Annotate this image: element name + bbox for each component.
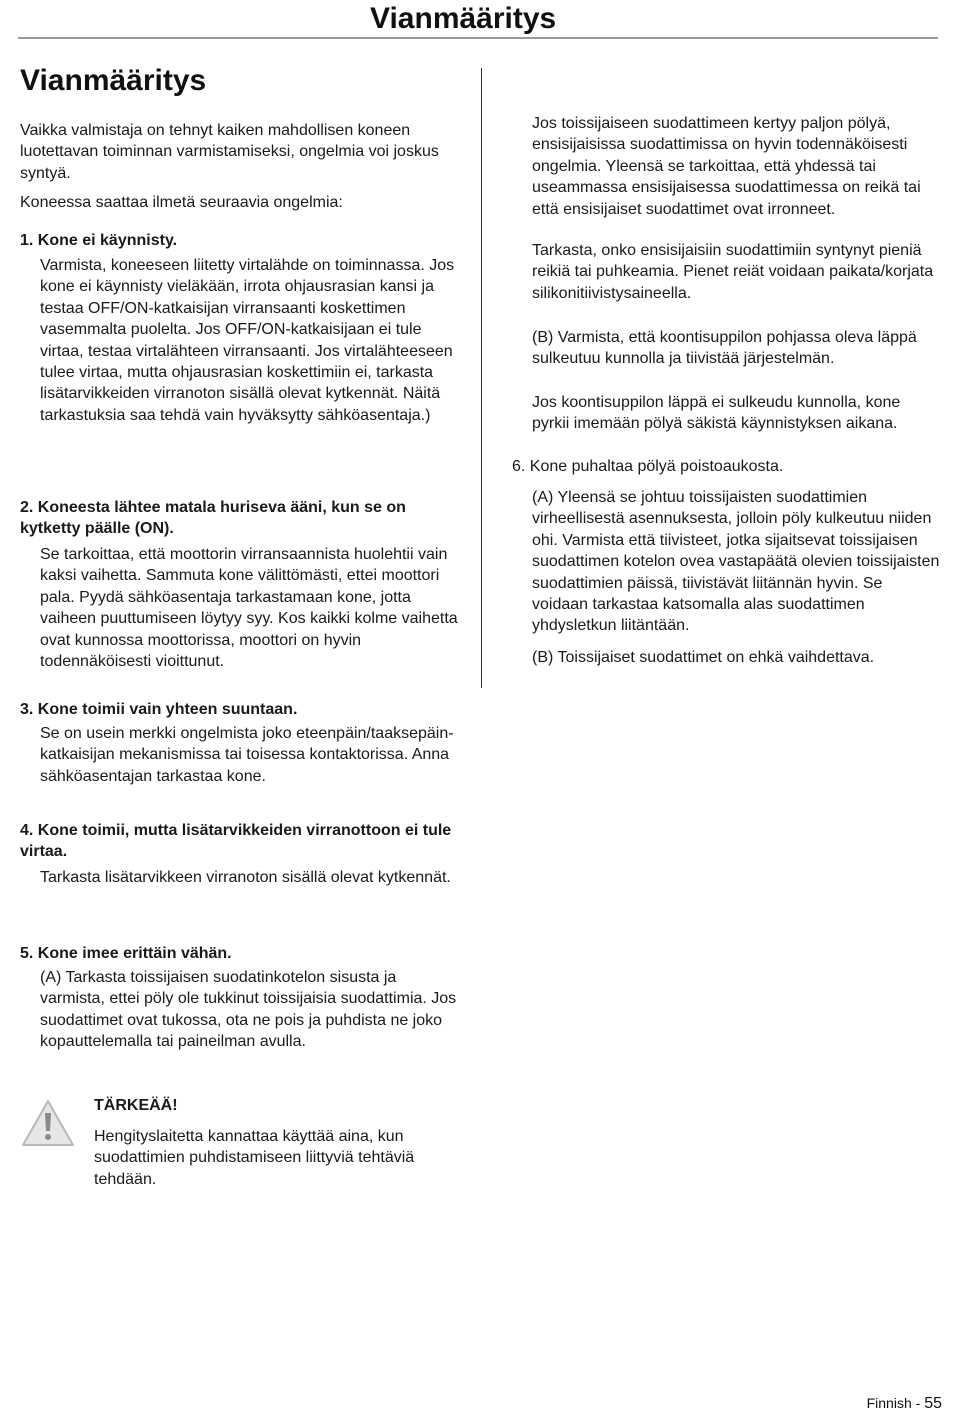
section-title: Vianmääritys [20, 64, 207, 97]
item-4-body: Tarkasta lisätarvikkeen virranoton sisällä olevat kytkennät. [40, 869, 451, 886]
page-footer [867, 1393, 942, 1414]
item-5-body: (A) Tarkasta toissijaisen suodatinkotelon sisusta ja varmista, ettei pöly ole tukkinut toissijaisia suodattimia. Jos suodattimet ovat tukossa, ota ne pois ja puhdista ne joko kopauttelemalla tai paineilman avulla. [40, 969, 457, 1051]
item-5-heading: 5. Kone imee erittäin vähän. [20, 945, 232, 962]
right-paragraph-3: (B) Varmista, että koontisuppilon pohjassa oleva läppä sulkeutuu kunnolla ja tiivistää järjestelmän. [532, 329, 917, 368]
footer-separator: - [915, 1395, 921, 1411]
item-2-body: Se tarkoittaa, että moottorin virransaannista huolehtii vain kaksi vaihetta. Sammuta kone välittömästi, ettei moottori pala. Pyydä sähköasentaja tarkastamaan kone, jotta vaiheen puuttumiseen löytyy syy. Kos kaikki kolme vaihetta ovat kunnossa moottorissa, moottori on hyvin todennäköisesti vioittunut. [40, 546, 458, 671]
item-1-heading: 1. Kone ei käynnisty. [20, 232, 178, 249]
item-6-heading: 6. Kone puhaltaa pölyä poistoaukosta. [512, 458, 784, 475]
column-divider [481, 68, 482, 688]
footer-language: Finnish [866, 1395, 912, 1411]
intro-paragraph: Vaikka valmistaja on tehnyt kaiken mahdollisen koneen luotettavan toiminnan varmistamiseksi, ongelmia voi joskus syntyä. [20, 122, 439, 182]
right-paragraph-2: Tarkasta, onko ensisijaisiin suodattimiin syntynyt pieniä reikiä tai puhkeamia. Pienet reiät voidaan paikata/korjata silikonitiivistysaineella. [532, 242, 934, 302]
warning-body: Hengityslaitetta kannattaa käyttää aina, kun suodattimien puhdistamiseen liittyviä tehtäviä tehdään. [94, 1128, 415, 1188]
running-header-title: Vianmääritys [370, 2, 557, 35]
item-2-heading: 2. Koneesta lähtee matala huriseva ääni, kun se on kytketty päälle (ON). [20, 499, 406, 538]
right-paragraph-1: Jos toissijaiseen suodattimeen kertyy paljon pölyä, ensisijaisissa suodattimissa on hyvin todennäköisesti ongelmia. Yleensä se tarkoittaa, että yhdessä tai useammassa ensisijaisessa suodattimessa on reikä tai että ensisijaiset suodattimet ovat irronneet. [532, 115, 921, 218]
item-3-heading: 3. Kone toimii vain yhteen suuntaan. [20, 701, 298, 718]
intro-lead: Koneessa saattaa ilmetä seuraavia ongelmia: [20, 194, 343, 211]
item-6-paragraph-b: (B) Toissijaiset suodattimet on ehkä vaihdettava. [532, 649, 875, 666]
page-number: 55 [924, 1395, 942, 1412]
right-paragraph-4: Jos koontisuppilon läppä ei sulkeudu kunnolla, kone pyrkii imemään pölyä säkistä käynnistyksen aikana. [532, 394, 901, 433]
item-6-paragraph-a: (A) Yleensä se johtuu toissijaisten suodattimien virheellisestä asennuksesta, jolloin pöly kulkeutuu niiden ohi. Varmista että tiivisteet, jotka sijaitsevat toissijaisen suodattimen kotelon ovea vastapäätä olevien toissijaisten suodattimien päissä, tiivistävät liitännän hyvin. Se voidaan tarkastaa katsomalla alas suodattimen yhdysletkun liitäntään. [532, 489, 940, 635]
item-1-body: Varmista, koneeseen liitetty virtalähde on toiminnassa. Jos kone ei käynnisty vieläkään, irrota ohjausrasian kansi ja testaa OFF/ON-katkaisijan virransaanti koskettimen vasemmalta puolelta. Jos OFF/ON-katkaisijaan ei tule virtaa, testaa virtalähteen virransaanti. Jos virtalähteeseen tulee virtaa, mutta ohjausrasian koskettimiin ei, tarkasta lisätarvikkeiden virranoton sisällä olevat kytkennät. Näitä tarkastuksia saa tehdä vain hyväksytty sähköasentaja.) [40, 257, 455, 424]
warning-triangle-icon [20, 1097, 76, 1149]
warning-title: TÄRKEÄÄ! [94, 1097, 178, 1114]
item-3-body: Se on usein merkki ongelmista joko eteenpäin/taaksepäin-katkaisijan mekanismissa tai toisessa kontaktorissa. Anna sähköasentajan tarkastaa kone. [40, 725, 454, 785]
header-rule [18, 37, 938, 39]
item-4-heading: 4. Kone toimii, mutta lisätarvikkeiden virranottoon ei tule virtaa. [20, 822, 452, 861]
